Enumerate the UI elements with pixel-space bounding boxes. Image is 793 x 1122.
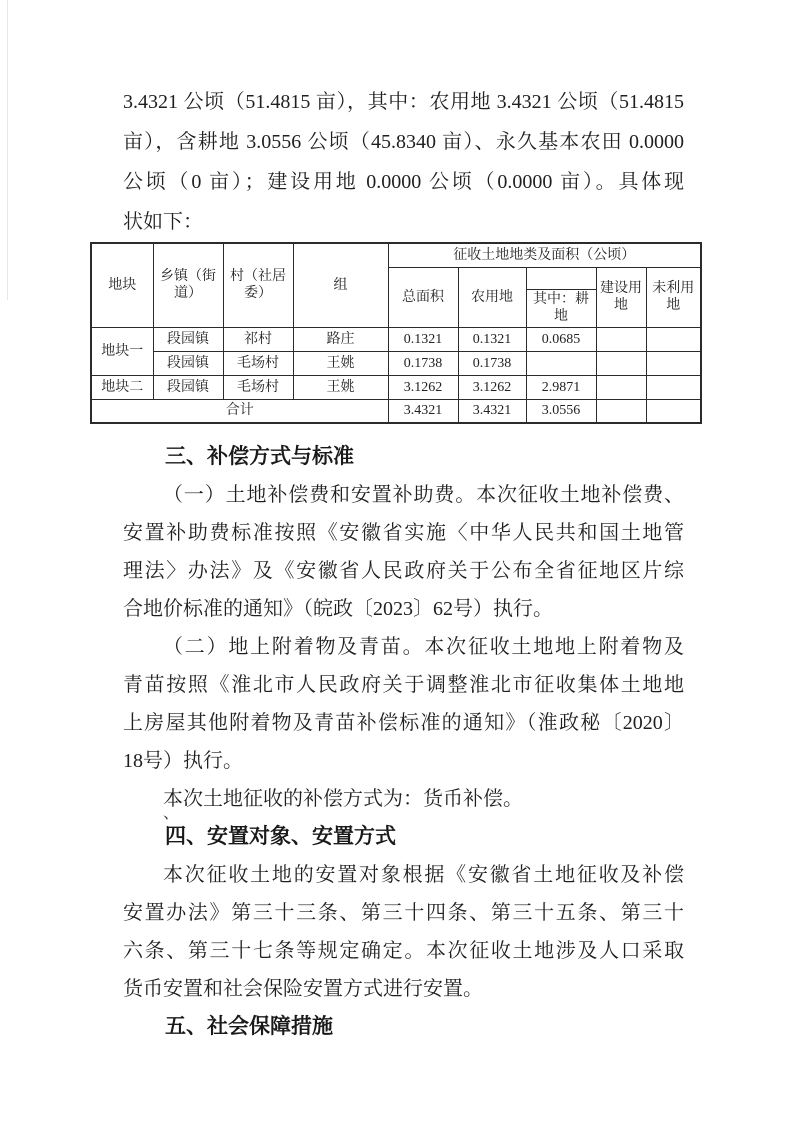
- section3-paragraph-3: [123, 780, 684, 818]
- section4-paragraph: [123, 856, 684, 1008]
- cell-total-area: 3.4321: [388, 399, 458, 423]
- cell-group: 路庄: [293, 327, 388, 351]
- cell-village: 毛场村: [223, 351, 293, 375]
- cell-agricultural: 0.1321: [458, 327, 526, 351]
- header-unused: 未利用地: [646, 267, 701, 327]
- text-line: 合地价标准的通知》（皖政〔2023〕62号）执行。: [123, 598, 553, 620]
- cell-group: 王姚: [293, 375, 388, 399]
- cell-construction: [596, 375, 646, 399]
- cell-township: 段园镇: [153, 327, 223, 351]
- text-line: （一）土地补偿费和安置补助费。本次征收土地补偿费、: [163, 484, 684, 506]
- header-agricultural: 农用地: [458, 267, 526, 327]
- cell-construction: [596, 399, 646, 423]
- stray-punctuation-mark: 、: [163, 805, 180, 822]
- cell-agricultural: 0.1738: [458, 351, 526, 375]
- section-compensation: [123, 438, 684, 818]
- text-line: 货币安置和社会保险安置方式进行安置。: [123, 978, 483, 1000]
- cell-cultivated: 3.0556: [526, 399, 596, 423]
- cell-construction: [596, 351, 646, 375]
- cell-village: 毛场村: [223, 375, 293, 399]
- text-line: 本次征收土地的安置对象根据《安徽省土地征收及补偿: [163, 864, 684, 886]
- text-line: 安置办法》第三十三条、第三十四条、第三十五条、第三十: [123, 902, 684, 924]
- header-group: 组: [293, 243, 388, 327]
- intro-paragraph: [123, 82, 684, 242]
- table-total-row: [91, 399, 701, 423]
- header-cultivated-strip: [526, 267, 596, 289]
- cell-unused: [646, 399, 701, 423]
- text-line: 安置补助费标准按照《安徽省实施〈中华人民共和国土地管: [123, 522, 684, 544]
- cell-village: 祁村: [223, 327, 293, 351]
- cell-parcel: 地块二: [91, 375, 153, 399]
- cell-parcel: 地块一: [91, 327, 153, 375]
- cell-total-area: 0.1321: [388, 327, 458, 351]
- cell-cultivated: [526, 351, 596, 375]
- text-line: （二）地上附着物及青苗。本次征收土地地上附着物及: [163, 636, 684, 658]
- text-line: 六条、第三十七条等规定确定。本次征收土地涉及人口采取: [123, 940, 684, 962]
- text-line: 理法〉办法》及《安徽省人民政府关于公布全省征地区片综: [123, 560, 684, 582]
- text-line: 上房屋其他附着物及青苗补偿标准的通知》（淮政秘〔2020〕: [123, 712, 684, 734]
- cell-total-area: 0.1738: [388, 351, 458, 375]
- section-resettlement: [123, 818, 684, 1008]
- cell-group: 王姚: [293, 351, 388, 375]
- intro-line: 3.4321 公顷（51.4815 亩），其中：农用地 3.4321 公顷（51.4815: [123, 91, 684, 113]
- text-line: 青苗按照《淮北市人民政府关于调整淮北市征收集体土地地: [123, 674, 684, 696]
- header-township: 乡镇（街道）: [153, 243, 223, 327]
- cell-unused: [646, 351, 701, 375]
- cell-unused: [646, 327, 701, 351]
- header-cultivated: 其中：耕地: [526, 289, 596, 327]
- cell-cultivated: 2.9871: [526, 375, 596, 399]
- intro-line: 亩），含耕地 3.0556 公顷（45.8340 亩）、永久基本农田 0.0000: [123, 131, 684, 153]
- cell-total-label: 合计: [91, 399, 388, 423]
- section-social-security: [123, 1008, 684, 1046]
- cell-township: 段园镇: [153, 351, 223, 375]
- cell-total-area: 3.1262: [388, 375, 458, 399]
- section3-heading: 三、补偿方式与标准: [165, 445, 354, 468]
- header-parcel: 地块: [91, 243, 153, 327]
- cell-township: 段园镇: [153, 375, 223, 399]
- section4-heading: 四、安置对象、安置方式: [165, 825, 396, 848]
- header-area-span: 征收土地地类及面积（公顷）: [388, 243, 701, 267]
- intro-line: 公顷（0 亩）；建设用地 0.0000 公顷（0.0000 亩）。具体现: [123, 171, 684, 193]
- cell-cultivated: 0.0685: [526, 327, 596, 351]
- header-construction: 建设用地: [596, 267, 646, 327]
- section5-heading: 五、社会保障措施: [165, 1015, 333, 1038]
- text-line: 本次土地征收的补偿方式为：货币补偿。: [163, 788, 523, 810]
- text-line: 18号）执行。: [123, 750, 243, 772]
- section3-paragraph-2: [123, 628, 684, 780]
- intro-line: 状如下：: [123, 211, 203, 233]
- table-row: [91, 327, 701, 351]
- scan-edge-artifact: [7, 0, 8, 300]
- table-row: [91, 351, 701, 375]
- cell-construction: [596, 327, 646, 351]
- land-area-table: [90, 242, 702, 424]
- cell-agricultural: 3.4321: [458, 399, 526, 423]
- cell-unused: [646, 375, 701, 399]
- section3-paragraph-1: [123, 476, 684, 628]
- cell-agricultural: 3.1262: [458, 375, 526, 399]
- table-row: [91, 375, 701, 399]
- header-village: 村（社居委）: [223, 243, 293, 327]
- header-total-area: 总面积: [388, 267, 458, 327]
